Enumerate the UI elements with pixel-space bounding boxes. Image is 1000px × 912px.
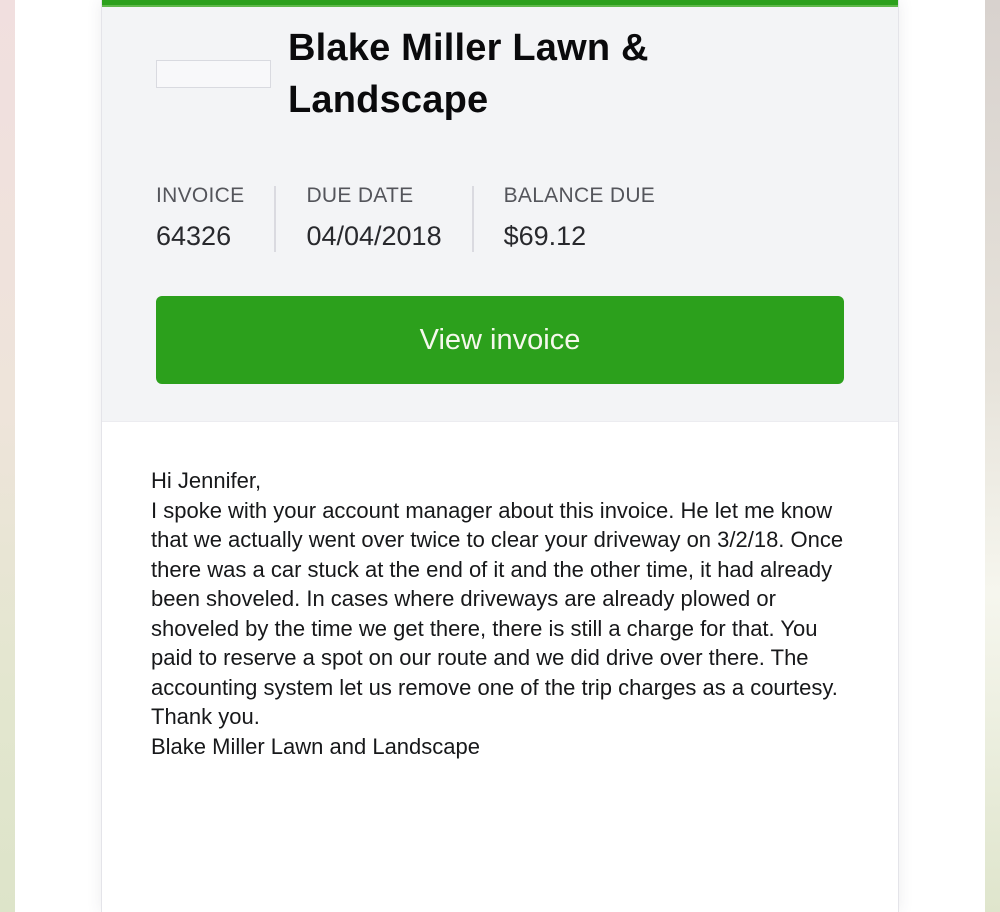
invoice-number-column	[156, 184, 244, 252]
company-header	[156, 22, 844, 126]
invoice-header-section	[102, 7, 898, 422]
email-message-body	[102, 422, 898, 912]
company-name: Blake Miller Lawn & Landscape	[288, 27, 649, 121]
message-signature: Blake Miller Lawn and Landscape	[151, 733, 480, 759]
balance-due-column	[504, 184, 656, 252]
balance-due-label: BALANCE DUE	[503, 184, 656, 207]
message-closing: Thank you.	[151, 704, 260, 729]
message-paragraph: I spoke with your account manager about this invoice. He let me know that we actually went over twice to clear your driveway on 3/2/18. Once there was a car stuck at the end of it and the other time, it had already been shoveled. In cases where driveways are already plowed or shoveled by the time we get there, there is still a charge for that. You paid to reserve a spot on our route and we did drive over there. The accounting system let us remove one of the trip charges as a courtesy.	[151, 497, 844, 700]
company-logo-placeholder	[156, 60, 271, 88]
background-gradient-right	[985, 0, 1000, 912]
message-greeting: Hi Jennifer,	[151, 468, 262, 493]
balance-due-value: $69.12	[503, 221, 587, 251]
invoice-summary-row	[156, 184, 844, 252]
due-date-value: 04/04/2018	[306, 221, 442, 251]
brand-green-bar	[102, 0, 898, 7]
background-gradient-left	[0, 0, 15, 912]
column-divider	[472, 186, 474, 252]
invoice-number-label: INVOICE	[156, 184, 245, 207]
due-date-label: DUE DATE	[306, 184, 414, 207]
due-date-column	[306, 184, 441, 252]
invoice-number-value: 64326	[156, 221, 232, 251]
column-divider	[274, 186, 276, 252]
invoice-email-card	[101, 0, 899, 912]
view-invoice-button[interactable]: View invoice	[156, 296, 844, 384]
